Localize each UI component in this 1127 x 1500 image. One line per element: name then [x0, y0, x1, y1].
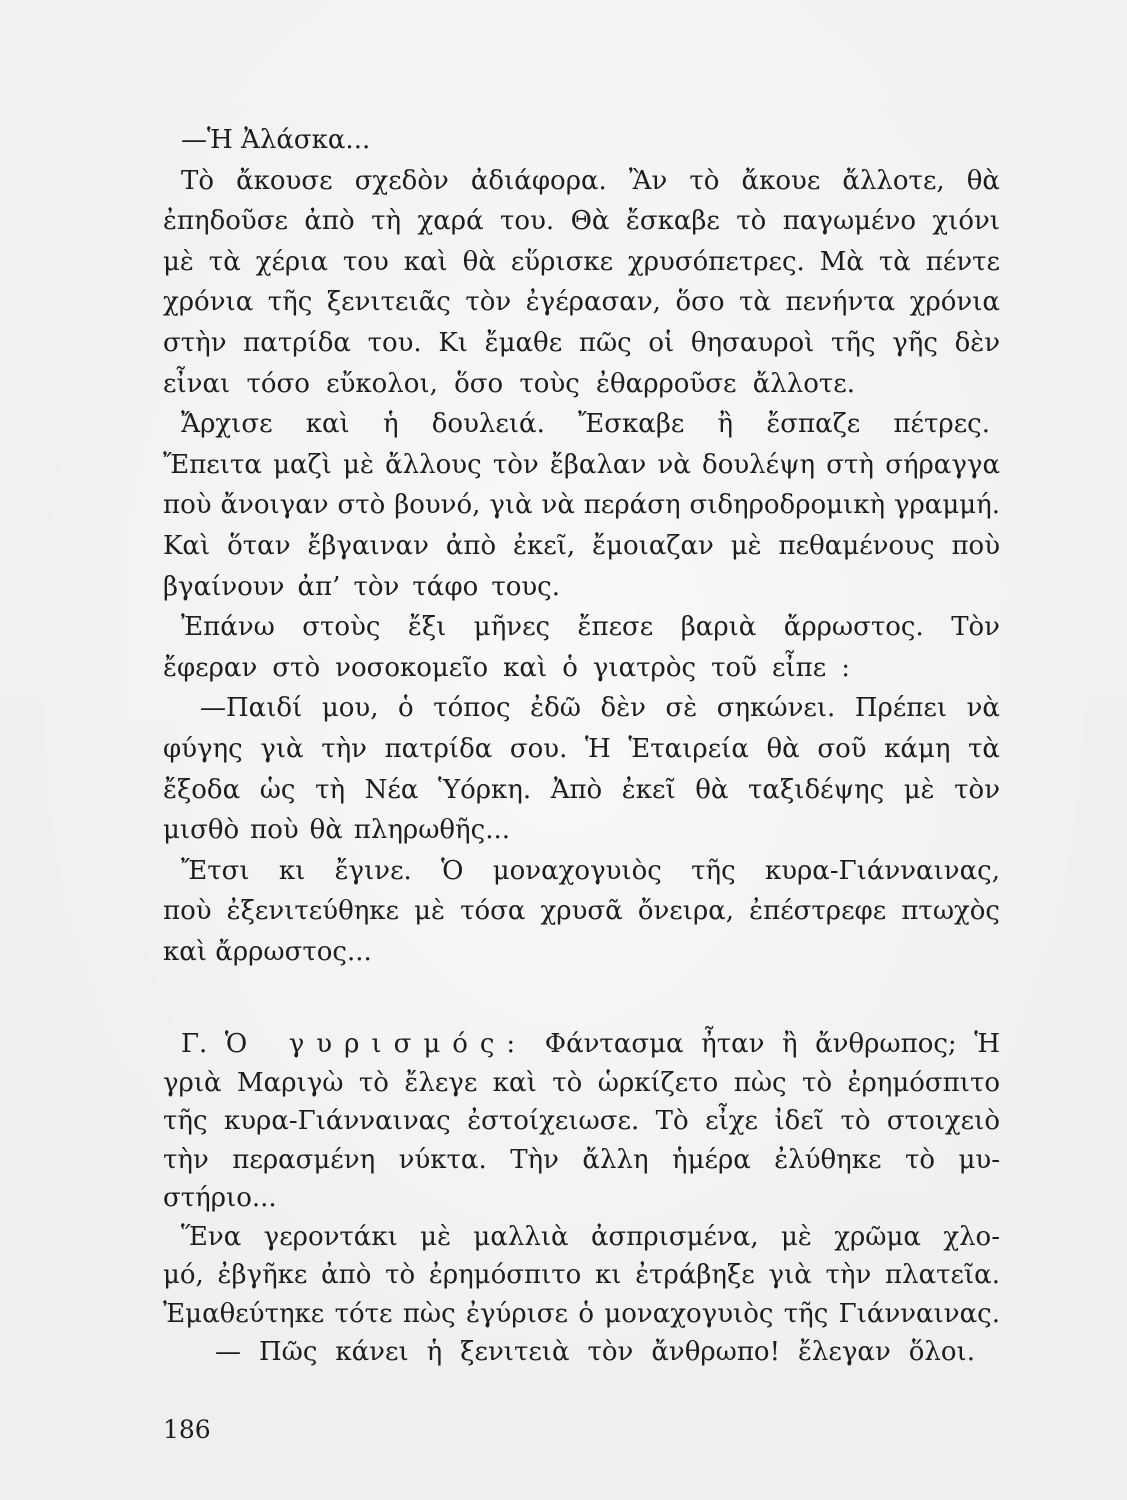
text-line: στήριο... [163, 1183, 277, 1214]
text-line: — Πῶς κάνει ἡ ξενιτειὰ τὸν ἄνθρωπο! ἔλεγαν ὅλοι. [215, 1337, 975, 1368]
text-line: Ἔπειτα μαζὶ μὲ ἄλλους τὸν ἔβαλαν νὰ δουλέψη στὴ σήραγγα [163, 449, 1000, 480]
text-line: Καὶ ὅταν ἔβγαιναν ἀπὸ ἐκεῖ, ἔμοιαζαν μὲ πεθαμένους ποὺ [163, 530, 1000, 561]
text-line: βγαίνουν ἀπ’ τὸν τάφο τους. [163, 571, 560, 602]
text-line: ποὺ ἄνοιγαν στὸ βουνό, γιὰ νὰ περάση σιδηροδρομικὴ γραμμή. [163, 490, 1000, 521]
text-line: Τὸ ἄκουσε σχεδὸν ἀδιάφορα. Ἂν τὸ ἄκουε ἄλλοτε, θὰ [181, 165, 1000, 196]
section-title: Ὁ γυρισμός: [224, 1029, 528, 1060]
text-line: μό, ἐβγῆκε ἀπὸ τὸ ἐρημόσπιτο κι ἐτράβηξε γιὰ τὴν πλατεῖα. [163, 1260, 1000, 1291]
text-line: ἔξοδα ὡς τὴ Νέα Ὑόρκη. Ἀπὸ ἐκεῖ θὰ ταξιδέψης μὲ τὸν [163, 774, 1000, 805]
page-number: 186 [163, 1415, 211, 1444]
text-line: στὴν πατρίδα του. Κι ἔμαθε πῶς οἱ θησαυροὶ τῆς γῆς δὲν [163, 327, 1000, 358]
text-line: ἐπηδοῦσε ἀπὸ τὴ χαρά του. Θὰ ἔσκαβε τὸ παγωμένο χιόνι [163, 206, 1000, 237]
text-body [163, 120, 1000, 1372]
text-line: Ἐμαθεύτηκε τότε πὼς ἐγύρισε ὁ μοναχογυιὸς τῆς Γιάνναινας. [163, 1298, 1000, 1329]
text-line: φύγης γιὰ τὴν πατρίδα σου. Ἡ Ἑταιρεία θὰ σοῦ κάμη τὰ [163, 733, 1000, 764]
text-line: καὶ ἄρρωστος... [163, 936, 372, 967]
text-line: τὴν περασμένη νύκτα. Τὴν ἄλλη ἡμέρα ἐλύθηκε τὸ μυ- [163, 1144, 1000, 1175]
text-line: γριὰ Μαριγὼ τὸ ἔλεγε καὶ τὸ ὡρκίζετο πὼς τὸ ἐρημόσπιτο [163, 1067, 1000, 1098]
text-line: μὲ τὰ χέρια του καὶ θὰ εὕρισκε χρυσόπετρες. Μὰ τὰ πέντε [163, 246, 1000, 277]
text-line: τῆς κυρα-Γιάνναινας ἐστοίχειωσε. Τὸ εἶχε ἰδεῖ τὸ στοιχειὸ [163, 1106, 1000, 1137]
text-line: ἔφεραν στὸ νοσοκομεῖο καὶ ὁ γιατρὸς τοῦ εἶπε : [163, 652, 850, 683]
text-line: Ἄρχισε καὶ ἡ δουλειά. Ἔσκαβε ἢ ἔσπαζε πέτρες. [181, 409, 990, 440]
text-line: εἶναι τόσο εὔκολοι, ὅσο τοὺς ἐθαρροῦσε ἄλλοτε. [163, 368, 855, 399]
text-line: Ἐπάνω στοὺς ἔξι μῆνες ἔπεσε βαριὰ ἄρρωστος. Τὸν [181, 612, 1000, 643]
text-line: Ἕνα γεροντάκι μὲ μαλλιὰ ἀσπρισμένα, μὲ χρῶμα χλο- [181, 1221, 1000, 1252]
text-line: —Παιδί μου, ὁ τόπος ἐδῶ δὲν σὲ σηκώνει. Πρέπει νὰ [200, 693, 1000, 724]
story-continuation [163, 120, 1000, 972]
section-g [163, 1025, 1000, 1372]
text-line: ποὺ ἐξενιτεύθηκε μὲ τόσα χρυσᾶ ὄνειρα, ἐπέστρεφε πτωχὸς [163, 896, 1000, 927]
text-line: μισθὸ ποὺ θὰ πληρωθῆς... [163, 815, 510, 846]
section-label: Γ. [181, 1029, 208, 1060]
text-line: χρόνια τῆς ξενιτειᾶς τὸν ἐγέρασαν, ὅσο τὰ πενήντα χρόνια [163, 287, 1000, 318]
section-heading-line [163, 1025, 1000, 1064]
text-line: —Ἡ Ἀλάσκα... [181, 125, 371, 155]
section-first-line-text: Φάντασμα ἦταν ἢ ἄνθρωπος; Ἡ [544, 1029, 1001, 1060]
text-line: Ἔτσι κι ἔγινε. Ὁ μοναχογυιὸς τῆς κυρα-Γιάνναινας, [181, 855, 1000, 886]
